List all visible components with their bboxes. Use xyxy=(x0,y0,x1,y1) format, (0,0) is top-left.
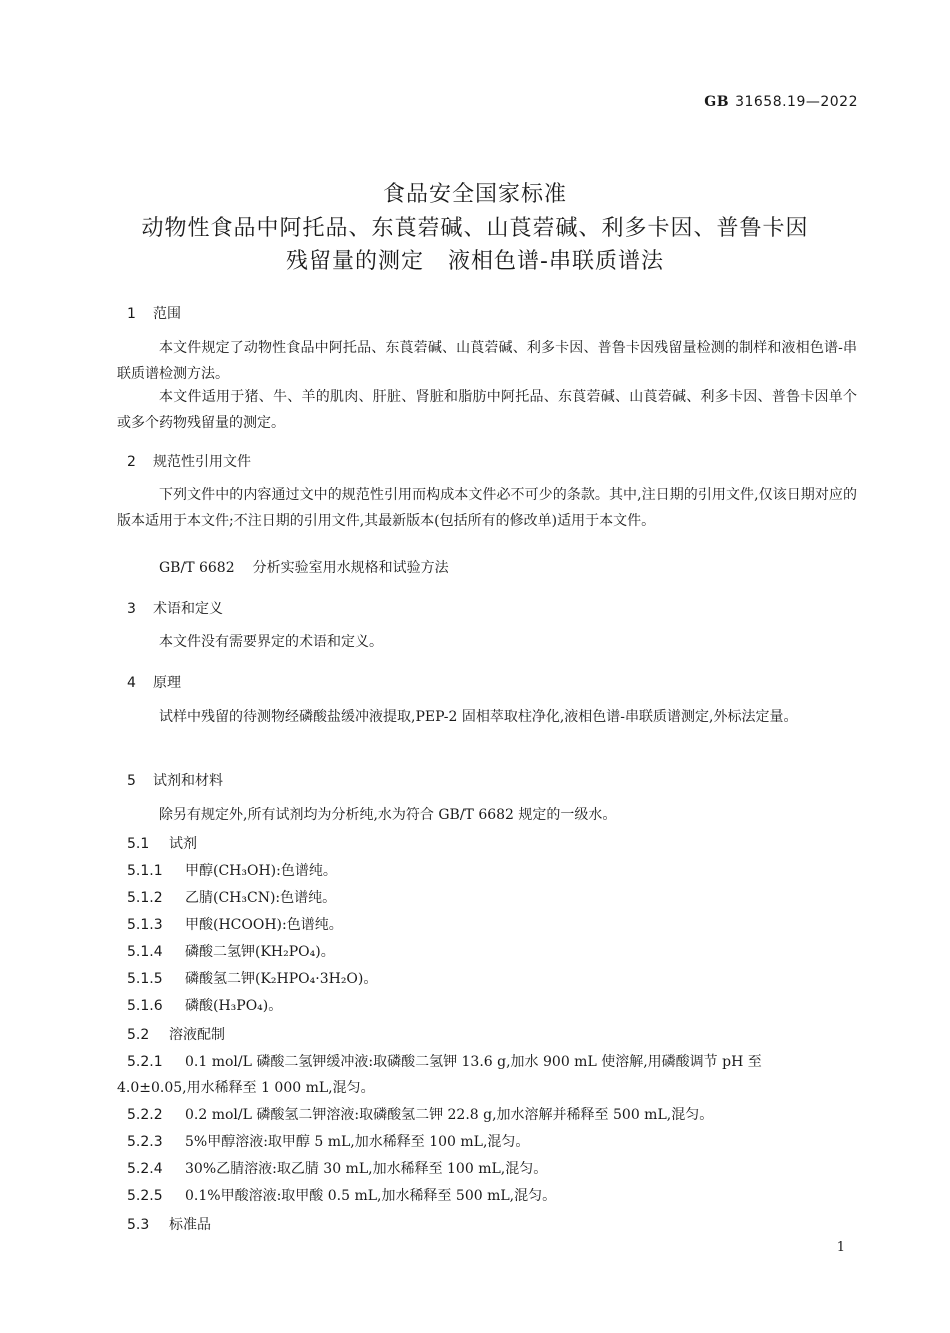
item-number: 5.1.5 xyxy=(127,971,163,987)
section-title: 原理 xyxy=(153,675,181,691)
section-2-paragraph-1: 下列文件中的内容通过文中的规范性引用而构成本文件必不可少的条款。其中,注日期的引用文件,仅该日期对应的版本适用于本文件;不注日期的引用文件,其最新版本(包括所有的修改单)适用于本文件。 xyxy=(117,487,857,529)
section-number: 2 xyxy=(127,454,136,470)
subsection-title: 标准品 xyxy=(169,1217,211,1233)
page-number: 1 xyxy=(836,1240,845,1255)
reagent-item xyxy=(127,968,857,988)
reference-code: GB/T 6682 xyxy=(159,560,235,576)
section-5-heading xyxy=(127,770,223,790)
standard-prefix: GB xyxy=(704,94,730,110)
item-number: 5.1.2 xyxy=(127,890,163,906)
title-line-3 xyxy=(0,244,950,275)
item-text: 0.2 mol/L 磷酸氢二钾溶液:取磷酸氢二钾 22.8 g,加水溶解并稀释至 500 mL,混匀。 xyxy=(185,1107,714,1123)
item-text: 5%甲醇溶液:取甲醇 5 mL,加水稀释至 100 mL,混匀。 xyxy=(185,1134,530,1150)
item-text: 0.1 mol/L 磷酸二氢钾缓冲液:取磷酸二氢钾 13.6 g,加水 900 mL 使溶解,用磷酸调节 pH 至 xyxy=(185,1054,762,1070)
reference-title: 分析实验室用水规格和试验方法 xyxy=(252,560,449,576)
section-title: 范围 xyxy=(153,306,181,322)
subsection-title: 试剂 xyxy=(169,836,197,852)
item-number: 5.2.5 xyxy=(127,1188,163,1204)
normative-reference xyxy=(159,557,449,577)
item-number: 5.1.4 xyxy=(127,944,163,960)
section-1-paragraph-1: 本文件规定了动物性食品中阿托品、东莨菪碱、山莨菪碱、利多卡因、普鲁卡因残留量检测的制样和液相色谱-串联质谱检测方法。 xyxy=(117,340,857,382)
reagent-item xyxy=(127,860,857,880)
standard-code xyxy=(704,94,858,110)
reagent-item xyxy=(127,941,857,961)
section-title: 试剂和材料 xyxy=(153,773,223,789)
section-number: 5 xyxy=(127,773,136,789)
section-2-heading xyxy=(127,451,251,471)
item-number: 5.2.1 xyxy=(127,1054,163,1070)
solution-item-continuation: 4.0±0.05,用水稀释至 1 000 mL,混匀。 xyxy=(117,1080,375,1096)
item-text: 甲醇(CH₃OH):色谱纯。 xyxy=(185,863,337,879)
section-4-paragraph-1: 试样中残留的待测物经磷酸盐缓冲液提取,PEP-2 固相萃取柱净化,液相色谱-串联质谱测定,外标法定量。 xyxy=(159,709,798,725)
item-number: 5.2.3 xyxy=(127,1134,163,1150)
solution-item xyxy=(127,1158,857,1178)
reagent-item xyxy=(127,914,857,934)
subsection-5-2-heading xyxy=(127,1024,225,1044)
section-1-paragraph-2: 本文件适用于猪、牛、羊的肌肉、肝脏、肾脏和脂肪中阿托品、东莨菪碱、山莨菪碱、利多卡因、普鲁卡因单个或多个药物残留量的测定。 xyxy=(117,389,857,431)
item-text: 0.1%甲酸溶液:取甲酸 0.5 mL,加水稀释至 500 mL,混匀。 xyxy=(185,1188,557,1204)
title-line-3b: 液相色谱-串联质谱法 xyxy=(448,249,664,274)
section-title: 术语和定义 xyxy=(153,601,223,617)
standard-number: 31658.19—2022 xyxy=(735,94,858,110)
item-text: 乙腈(CH₃CN):色谱纯。 xyxy=(185,890,337,906)
item-number: 5.1.3 xyxy=(127,917,163,933)
reagent-item xyxy=(127,887,857,907)
item-text: 磷酸(H₃PO₄)。 xyxy=(185,998,283,1014)
solution-item xyxy=(127,1051,857,1071)
section-3-heading xyxy=(127,598,223,618)
item-text: 磷酸二氢钾(KH₂PO₄)。 xyxy=(185,944,335,960)
item-number: 5.2.2 xyxy=(127,1107,163,1123)
subsection-number: 5.3 xyxy=(127,1217,150,1233)
title-line-1: 食品安全国家标准 xyxy=(382,182,567,207)
section-number: 3 xyxy=(127,601,136,617)
solution-item xyxy=(127,1131,857,1151)
subsection-title: 溶液配制 xyxy=(169,1027,225,1043)
title-line-3a: 残留量的测定 xyxy=(286,249,425,274)
item-text: 磷酸氢二钾(K₂HPO₄·3H₂O)。 xyxy=(185,971,378,987)
item-text: 甲酸(HCOOH):色谱纯。 xyxy=(185,917,343,933)
section-number: 4 xyxy=(127,675,136,691)
section-1-heading xyxy=(127,303,181,323)
section-3-paragraph-1: 本文件没有需要界定的术语和定义。 xyxy=(159,634,383,650)
section-title: 规范性引用文件 xyxy=(153,454,251,470)
section-4-heading xyxy=(127,672,181,692)
section-number: 1 xyxy=(127,306,136,322)
title-line-2: 动物性食品中阿托品、东莨菪碱、山莨菪碱、利多卡因、普鲁卡因 xyxy=(141,216,809,241)
solution-item xyxy=(127,1104,857,1124)
item-text: 30%乙腈溶液:取乙腈 30 mL,加水稀释至 100 mL,混匀。 xyxy=(185,1161,548,1177)
reagent-item xyxy=(127,995,857,1015)
subsection-number: 5.2 xyxy=(127,1027,150,1043)
section-5-paragraph-1: 除另有规定外,所有试剂均为分析纯,水为符合 GB/T 6682 规定的一级水。 xyxy=(159,807,617,823)
item-number: 5.1.1 xyxy=(127,863,163,879)
item-number: 5.1.6 xyxy=(127,998,163,1014)
solution-item xyxy=(127,1185,857,1205)
subsection-number: 5.1 xyxy=(127,836,150,852)
subsection-5-1-heading xyxy=(127,833,197,853)
subsection-5-3-heading xyxy=(127,1214,211,1234)
item-number: 5.2.4 xyxy=(127,1161,163,1177)
